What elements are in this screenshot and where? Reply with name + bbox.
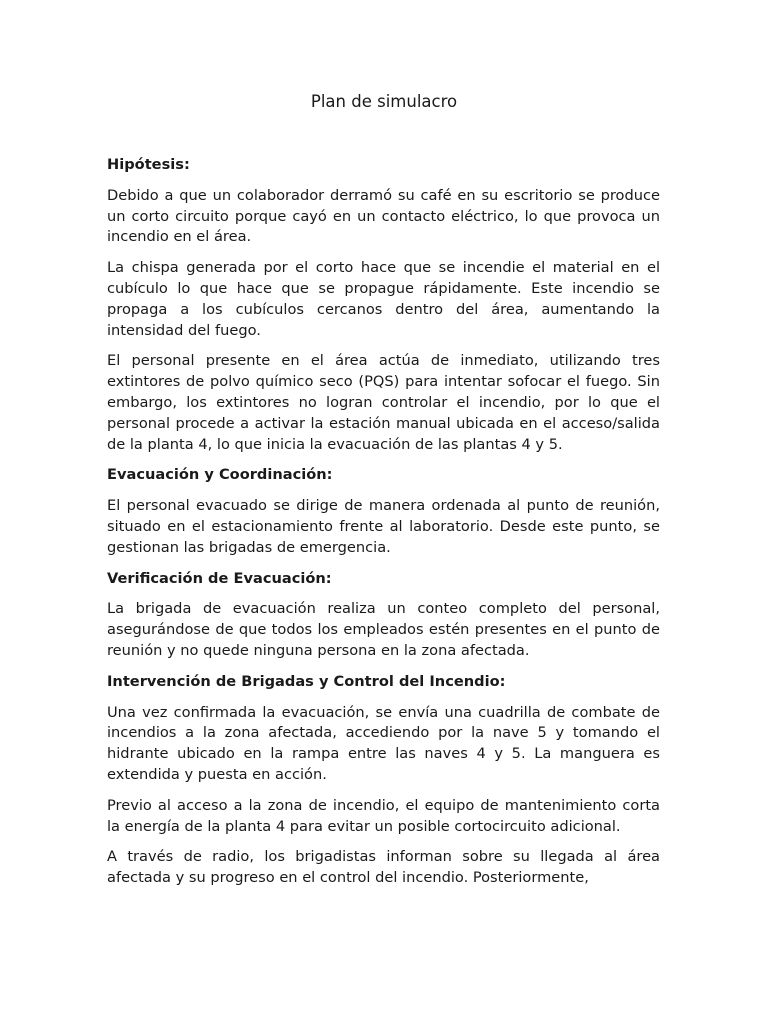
paragraph: Previo al acceso a la zona de incendio, el equipo de mantenimiento corta la energía de la planta 4 para evitar un posible cortocircuito adicional. xyxy=(107,796,660,835)
paragraph: La chispa generada por el corto hace que se incendie el material en el cubículo lo que hace que se propague rápidamente. Este incendio se propaga a los cubículos cercanos dentro del área, aumentando la intensidad del fuego. xyxy=(107,259,660,339)
paragraph: A través de radio, los brigadistas informan sobre su llegada al área afectada y su progreso en el control del incendio. Posteriormente, xyxy=(107,848,660,887)
section-heading: Hipótesis: xyxy=(107,156,190,173)
section-hipotesis xyxy=(107,155,660,455)
paragraph: Debido a que un colaborador derramó su café en su escritorio se produce un corto circuito porque cayó en un contacto eléctrico, lo que provoca un incendio en el área. xyxy=(107,186,660,246)
section-verificacion-evacuacion xyxy=(107,569,660,662)
section-heading: Intervención de Brigadas y Control del Incendio: xyxy=(107,672,506,690)
section-heading: Evacuación y Coordinación: xyxy=(107,466,333,484)
paragraph: El personal evacuado se dirige de manera ordenada al punto de reunión, situado en el estacionamiento frente al laboratorio. Desde este punto, se gestionan las brigadas de emergencia. xyxy=(107,497,660,556)
paragraph: La brigada de evacuación realiza un conteo completo del personal, asegurándose de que todos los empleados estén presentes en el punto de reunión y no quede ninguna persona en la zona afectada. xyxy=(107,600,660,659)
paragraph: El personal presente en el área actúa de inmediato, utilizando tres extintores de polvo químico seco (PQS) para intentar sofocar el fuego. Sin embargo, los extintores no logran controlar el incendio, por lo que el personal procede a activar la estación manual ubicada en el acceso/salida de la planta 4, lo que inicia la evacuación de las plantas 4 y 5. xyxy=(107,352,660,453)
document-body xyxy=(107,155,660,899)
section-intervencion-brigadas xyxy=(107,672,660,889)
section-heading: Verificación de Evacuación: xyxy=(107,569,332,587)
section-evacuacion-coordinacion xyxy=(107,465,660,558)
document-title: Plan de simulacro xyxy=(310,92,458,111)
paragraph: Una vez confirmada la evacuación, se envía una cuadrilla de combate de incendios a la zona afectada, accediendo por la nave 5 y tomando el hidrante ubicado en la rampa entre las naves 4 y 5. La manguera es extendida y puesta en acción. xyxy=(107,703,660,783)
